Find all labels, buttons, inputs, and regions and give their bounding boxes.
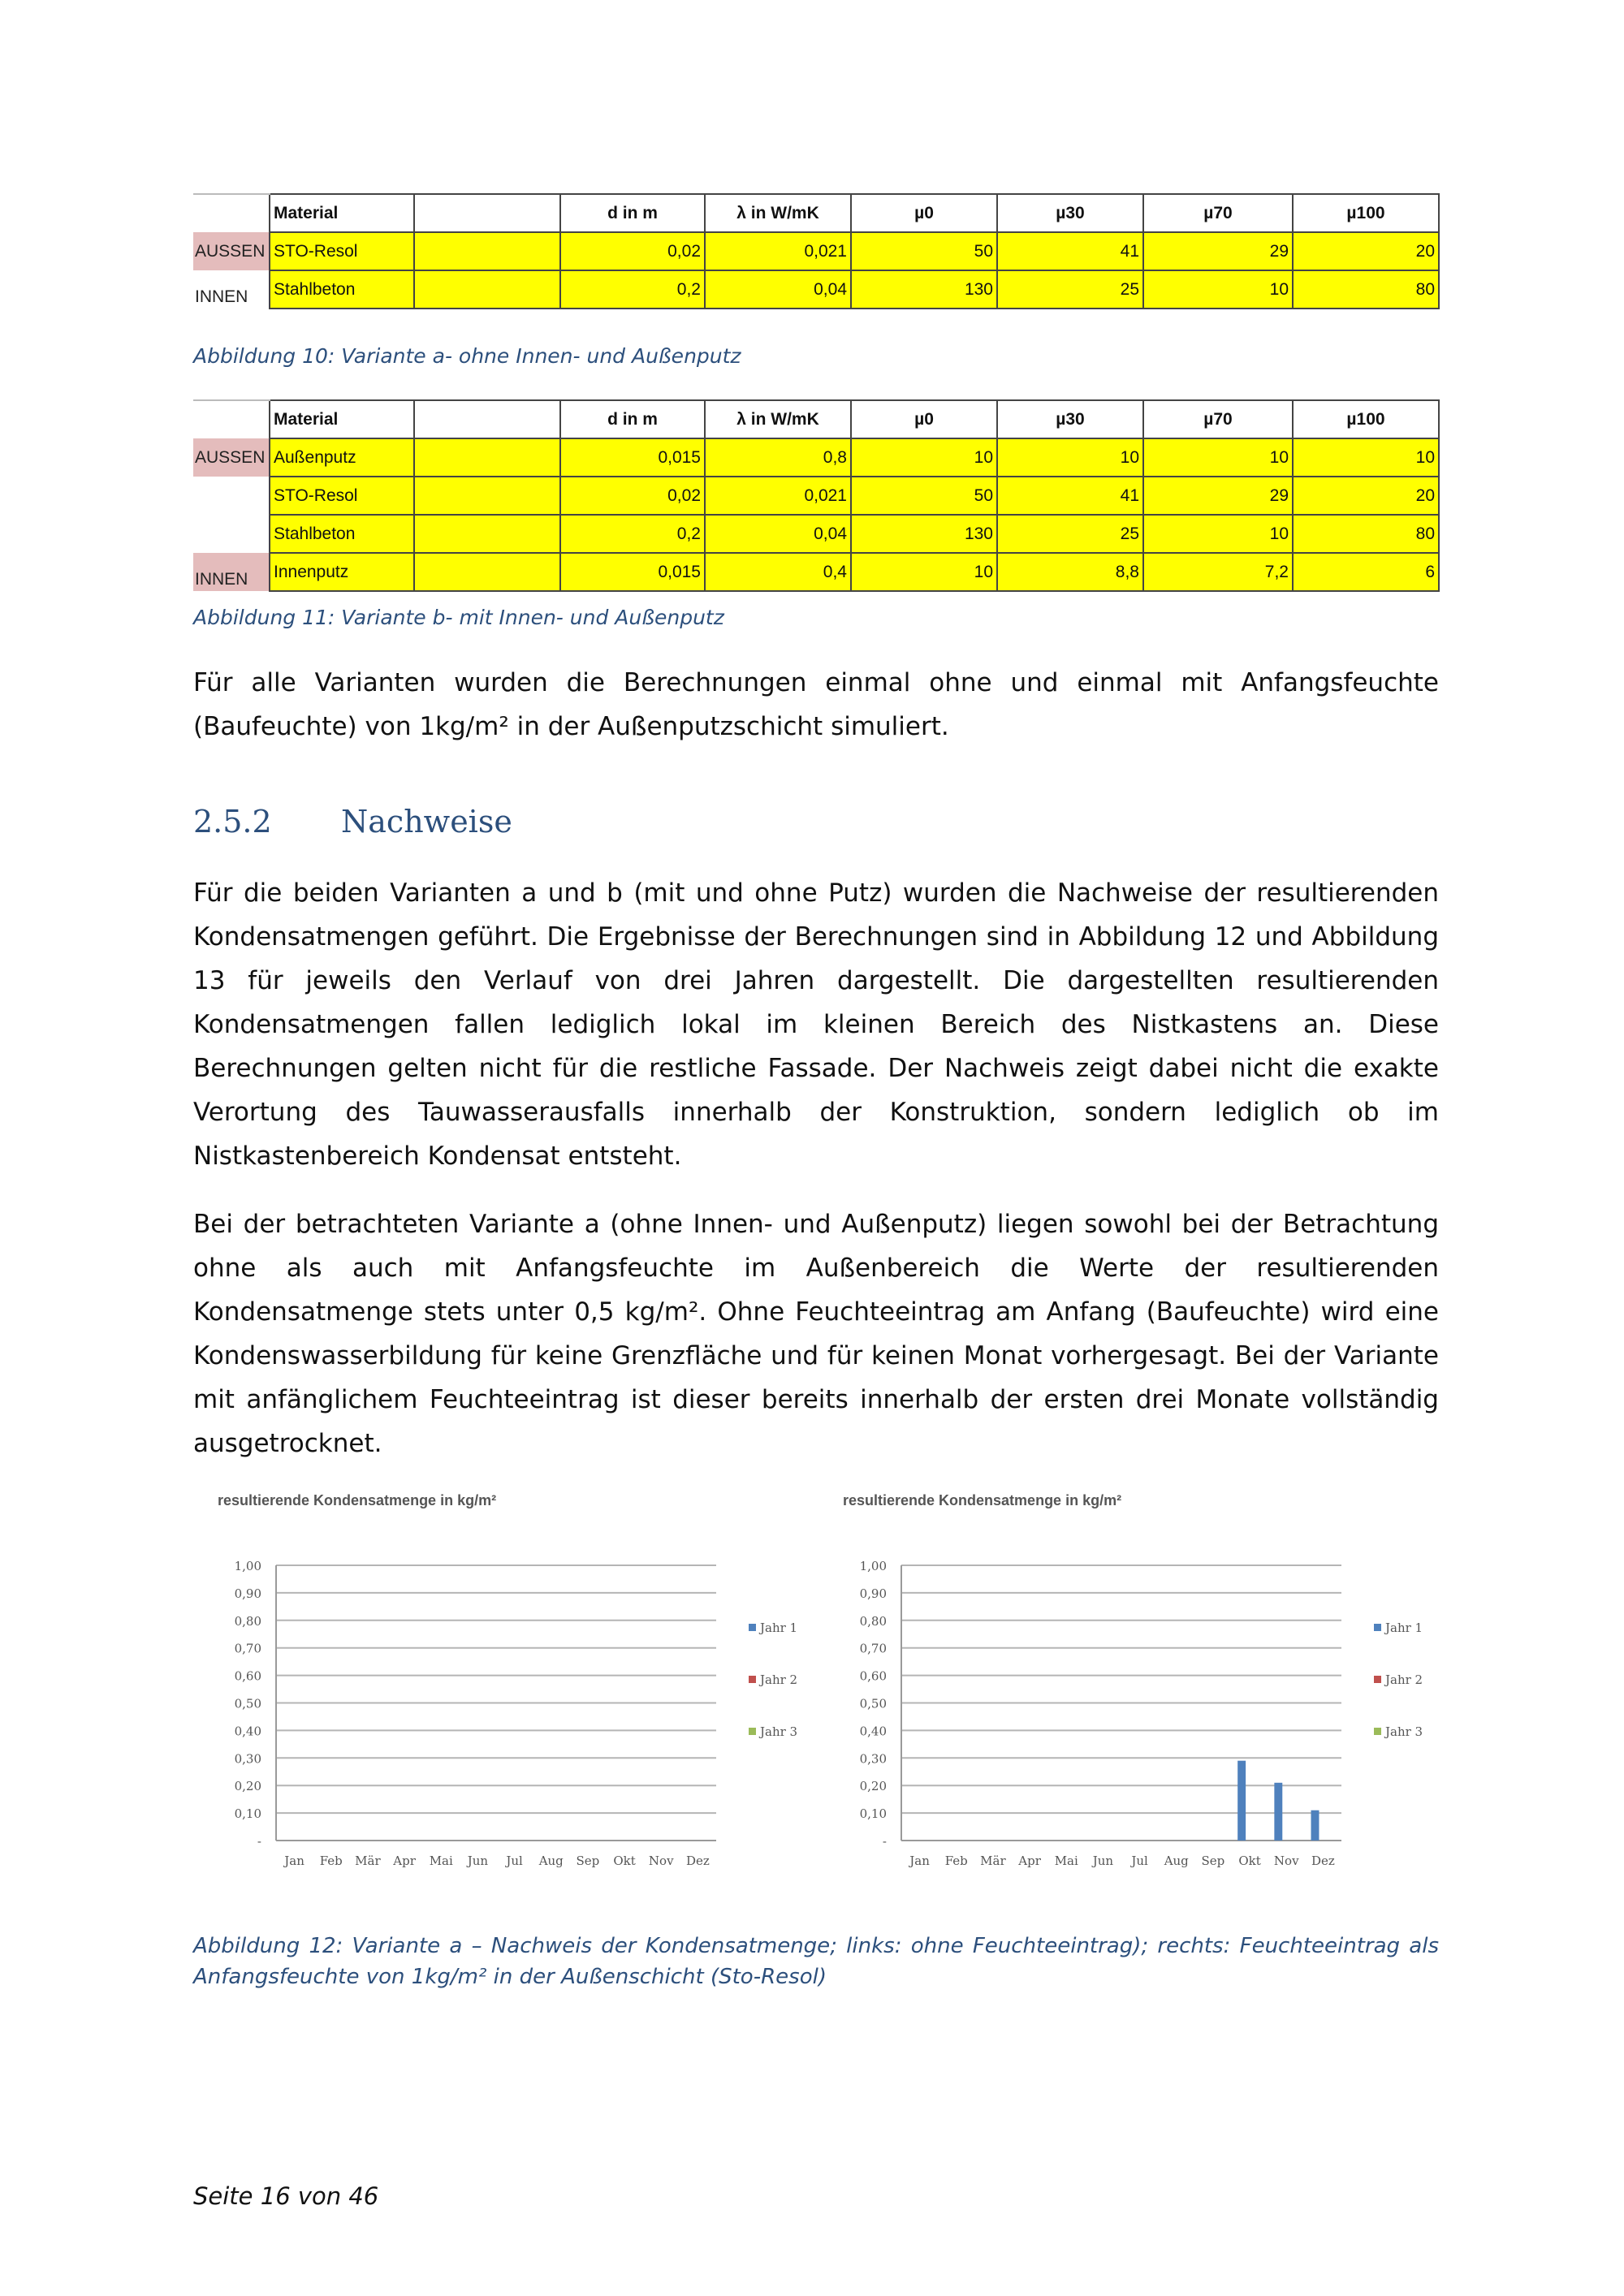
y-tick-label: 0,60 (234, 1668, 261, 1684)
header-mu70: µ70 (1143, 194, 1293, 232)
lambda-cell: 0,021 (705, 232, 851, 270)
x-tick-label: Dez (686, 1854, 710, 1868)
x-tick-label: Apr (1018, 1854, 1041, 1868)
d-cell: 0,02 (560, 232, 705, 270)
x-tick-label: Mai (429, 1854, 453, 1868)
x-tick-label: Jun (467, 1854, 489, 1868)
mu100-cell: 20 (1293, 477, 1439, 515)
header-material: Material (270, 194, 414, 232)
header-lambda: λ in W/mK (705, 194, 851, 232)
x-tick-label: Okt (613, 1854, 636, 1868)
legend-label: Jahr 2 (1385, 1672, 1423, 1687)
blank-cell (414, 232, 560, 270)
table-header-row (193, 400, 1439, 438)
x-tick-label: Feb (944, 1854, 968, 1868)
x-tick-label: Sep (1201, 1854, 1225, 1868)
table-corner (193, 400, 270, 438)
x-tick-label: Jul (506, 1854, 523, 1868)
paragraph-nachweise: Für die beiden Varianten a und b (mit und ohne Putz) wurden die Nachweise der resultierenden Kondensatmengen geführt. Die Ergebnisse der Berechnungen sind in Abbildung 12 und Abbildung 13 für jeweils den Verlauf von drei Jahren dargestellt. Die dargestellten resultierenden Kondensatmengen fallen lediglich lokal im kleinen Bereich des Nistkastens an. Diese Berechnungen gelten nicht für die restliche Fassade. Der Nachweis zeigt dabei nicht die exakte Verortung des Tauwasserausfalls innerhalb der Konstruktion, sondern lediglich ob im Nistkastenbereich Kondensat entsteht. (193, 878, 1439, 1171)
table-row (193, 270, 1439, 309)
header-lambda: λ in W/mK (705, 400, 851, 438)
y-tick-label: 0,30 (859, 1751, 887, 1767)
legend-swatch (749, 1624, 756, 1631)
table-row (193, 553, 1439, 591)
mu30-cell: 8,8 (997, 553, 1143, 591)
material-cell: Innenputz (270, 553, 414, 591)
y-tick-label: 0,80 (859, 1613, 887, 1629)
mu0-cell: 130 (851, 270, 997, 309)
chart-right (820, 1478, 1437, 1884)
y-tick-label: 0,50 (859, 1696, 887, 1711)
legend-swatch (1374, 1624, 1381, 1631)
chart-title: resultierende Kondensatmenge in kg/m² (843, 1492, 1122, 1508)
x-tick-label: Mär (355, 1854, 381, 1868)
header-mu0: µ0 (851, 194, 997, 232)
table-row (193, 477, 1439, 515)
legend-swatch (749, 1676, 756, 1683)
y-tick-label: - (257, 1834, 261, 1849)
mu70-cell: 10 (1143, 515, 1293, 553)
d-cell: 0,015 (560, 438, 705, 477)
mu100-cell: 80 (1293, 515, 1439, 553)
legend-label: Jahr 1 (1385, 1621, 1423, 1635)
x-tick-label: Mai (1054, 1854, 1078, 1868)
y-tick-label: - (882, 1834, 887, 1849)
material-table-variant-a (193, 193, 1440, 309)
mu30-cell: 41 (997, 477, 1143, 515)
x-tick-label: Nov (1273, 1854, 1299, 1868)
material-cell: Stahlbeton (270, 515, 414, 553)
mu100-cell: 6 (1293, 553, 1439, 591)
blank-cell (414, 553, 560, 591)
header-mu0: µ0 (851, 400, 997, 438)
legend-label: Jahr 1 (760, 1621, 798, 1635)
y-tick-label: 0,70 (234, 1641, 261, 1656)
header-d: d in m (560, 194, 705, 232)
mu0-cell: 130 (851, 515, 997, 553)
y-tick-label: 1,00 (859, 1559, 887, 1573)
x-tick-label: Jun (1092, 1854, 1114, 1868)
y-tick-label: 0,50 (234, 1696, 261, 1711)
x-tick-label: Mär (980, 1854, 1006, 1868)
mu100-cell: 10 (1293, 438, 1439, 477)
page-footer: Seite 16 von 46 (193, 2182, 379, 2210)
x-tick-label: Feb (319, 1854, 343, 1868)
material-cell: STO-Resol (270, 477, 414, 515)
y-tick-label: 0,40 (859, 1724, 887, 1739)
legend-swatch (1374, 1728, 1381, 1735)
side-label (193, 515, 270, 553)
table-row (193, 515, 1439, 553)
mu30-cell: 25 (997, 270, 1143, 309)
chart-title: resultierende Kondensatmenge in kg/m² (218, 1492, 497, 1508)
y-tick-label: 0,70 (859, 1641, 887, 1656)
mu30-cell: 10 (997, 438, 1143, 477)
mu30-cell: 41 (997, 232, 1143, 270)
side-label (193, 477, 270, 515)
y-tick-label: 0,80 (234, 1613, 261, 1629)
x-tick-label: Nov (648, 1854, 674, 1868)
chart-left (195, 1478, 812, 1884)
mu100-cell: 20 (1293, 232, 1439, 270)
material-cell: STO-Resol (270, 232, 414, 270)
mu0-cell: 10 (851, 553, 997, 591)
legend-swatch (1374, 1676, 1381, 1683)
bar-jahr-1 (1274, 1783, 1282, 1841)
mu70-cell: 29 (1143, 477, 1293, 515)
lambda-cell: 0,8 (705, 438, 851, 477)
y-tick-label: 0,90 (234, 1586, 261, 1601)
caption-figure-12: Abbildung 12: Variante a – Nachweis der Kondensatmenge; links: ohne Feuchteeintrag); rechts: Feuchteeintrag als Anfangsfeuchte von 1kg/m² in der Außenschicht (Sto-Resol) (193, 1934, 1439, 1989)
y-tick-label: 0,20 (859, 1779, 887, 1794)
header-material: Material (270, 400, 414, 438)
lambda-cell: 0,4 (705, 553, 851, 591)
mu70-cell: 29 (1143, 232, 1293, 270)
header-d: d in m (560, 400, 705, 438)
section-title: Nachweise (341, 804, 512, 839)
y-tick-label: 0,60 (859, 1668, 887, 1684)
side-label: AUSSEN (193, 232, 270, 270)
lambda-cell: 0,04 (705, 515, 851, 553)
legend-swatch (749, 1728, 756, 1735)
header-mu100: µ100 (1293, 400, 1439, 438)
paragraph-variante-a: Bei der betrachteten Variante a (ohne Innen- und Außenputz) liegen sowohl bei der Betrachtung ohne als auch mit Anfangsfeuchte im Außenbereich die Werte der resultierenden Kondensatmenge stets unter 0,5 kg/m². Ohne Feuchteeintrag am Anfang (Baufeuchte) wird eine Kondenswasserbildung für keine Grenzfläche und für keinen Monat vorhergesagt. Bei der Variante mit anfänglichem Feuchteeintrag ist dieser bereits innerhalb der ersten drei Monate vollständig ausgetrocknet. (193, 1210, 1439, 1458)
x-tick-label: Dez (1311, 1854, 1335, 1868)
x-tick-label: Sep (576, 1854, 600, 1868)
y-tick-label: 0,20 (234, 1779, 261, 1794)
blank-cell (414, 270, 560, 309)
header-blank (414, 194, 560, 232)
material-cell: Stahlbeton (270, 270, 414, 309)
table-corner (193, 194, 270, 232)
caption-figure-10: Abbildung 10: Variante a- ohne Innen- und Außenputz (193, 344, 741, 368)
y-tick-label: 1,00 (234, 1559, 261, 1573)
lambda-cell: 0,021 (705, 477, 851, 515)
mu70-cell: 7,2 (1143, 553, 1293, 591)
side-label: INNEN (193, 553, 270, 591)
caption-figure-11: Abbildung 11: Variante b- mit Innen- und Außenputz (193, 606, 724, 629)
section-number: 2.5.2 (193, 804, 272, 839)
side-label: AUSSEN (193, 438, 270, 477)
table-row (193, 232, 1439, 270)
x-tick-label: Apr (393, 1854, 416, 1868)
header-blank (414, 400, 560, 438)
side-label: INNEN (195, 287, 248, 306)
y-tick-label: 0,10 (859, 1806, 887, 1822)
blank-cell (414, 438, 560, 477)
d-cell: 0,2 (560, 270, 705, 309)
x-tick-label: Okt (1238, 1854, 1261, 1868)
lambda-cell: 0,04 (705, 270, 851, 309)
header-mu70: µ70 (1143, 400, 1293, 438)
x-tick-label: Jul (1131, 1854, 1148, 1868)
mu70-cell: 10 (1143, 438, 1293, 477)
bar-jahr-1 (1237, 1761, 1246, 1841)
material-cell: Außenputz (270, 438, 414, 477)
y-tick-label: 0,10 (234, 1806, 261, 1822)
header-mu30: µ30 (997, 400, 1143, 438)
legend-label: Jahr 3 (1385, 1724, 1423, 1739)
table-row (193, 438, 1439, 477)
paragraph-simulation: Für alle Varianten wurden die Berechnungen einmal ohne und einmal mit Anfangsfeuchte (Baufeuchte) von 1kg/m² in der Außenputzschicht simuliert. (193, 668, 1439, 741)
mu0-cell: 50 (851, 477, 997, 515)
y-tick-label: 0,40 (234, 1724, 261, 1739)
bar-jahr-1 (1311, 1810, 1320, 1841)
blank-cell (414, 515, 560, 553)
mu70-cell: 10 (1143, 270, 1293, 309)
x-tick-label: Jan (909, 1854, 930, 1868)
legend-label: Jahr 2 (760, 1672, 798, 1687)
x-tick-label: Aug (538, 1854, 564, 1868)
section-heading (193, 804, 512, 839)
legend-label: Jahr 3 (760, 1724, 798, 1739)
y-tick-label: 0,30 (234, 1751, 261, 1767)
x-tick-label: Aug (1164, 1854, 1189, 1868)
d-cell: 0,02 (560, 477, 705, 515)
y-tick-label: 0,90 (859, 1586, 887, 1601)
d-cell: 0,015 (560, 553, 705, 591)
header-mu30: µ30 (997, 194, 1143, 232)
mu0-cell: 50 (851, 232, 997, 270)
material-table-variant-b (193, 399, 1440, 592)
table-header-row (193, 194, 1439, 232)
x-tick-label: Jan (284, 1854, 304, 1868)
mu30-cell: 25 (997, 515, 1143, 553)
d-cell: 0,2 (560, 515, 705, 553)
mu0-cell: 10 (851, 438, 997, 477)
blank-cell (414, 477, 560, 515)
header-mu100: µ100 (1293, 194, 1439, 232)
mu100-cell: 80 (1293, 270, 1439, 309)
